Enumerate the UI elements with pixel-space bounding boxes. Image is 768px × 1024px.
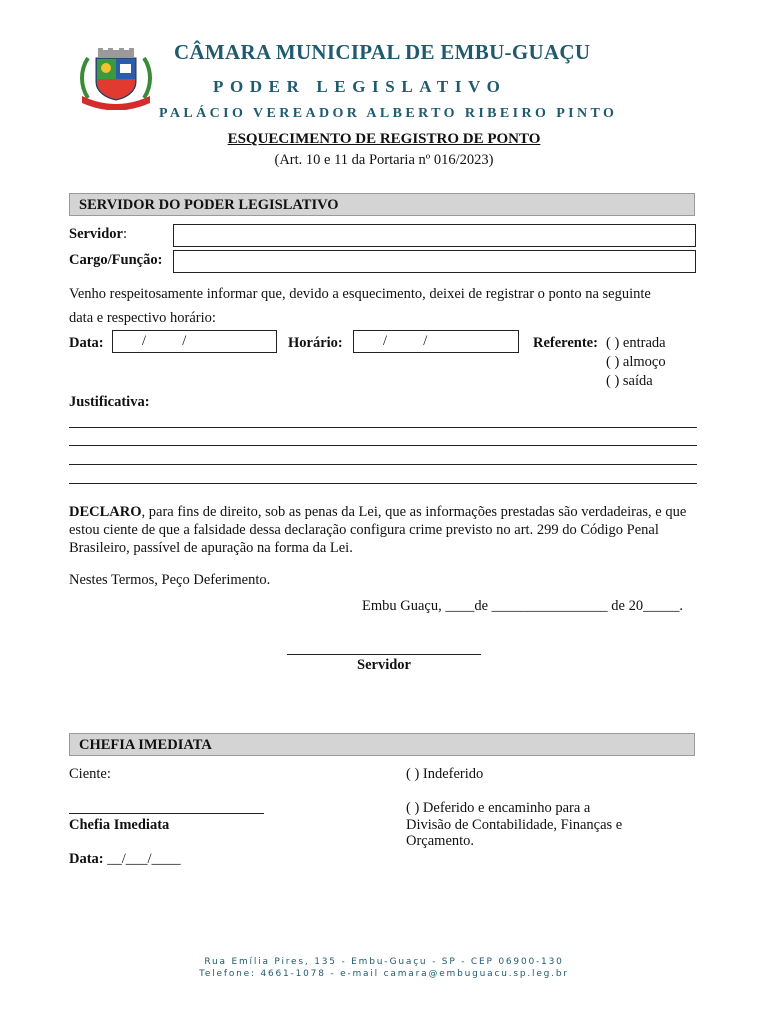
horario-input[interactable]: / / [353,330,519,353]
option-saida[interactable]: ( ) saída [606,373,653,389]
servidor-label: Servidor: [69,226,127,242]
deferido-line-3: Orçamento. [406,833,475,849]
section-servidor-heading: SERVIDOR DO PODER LEGISLATIVO [69,193,695,216]
footer-address: Rua Emília Pires, 135 - Embu-Guaçu - SP - CEP 06900-130 [204,957,564,967]
closing-text: Nestes Termos, Peço Deferimento. [69,572,271,588]
crest-motto [84,56,85,57]
ciente-label: Ciente: [69,766,111,782]
declaration-paragraph: DECLARO, para fins de direito, sob as penas da Lei, que as informações prestadas são verdadeiras, e que estou ciente de que a falsidade dessa declaração configura crime previsto no art. 299 do Código Penal Brasileiro, passível de apuração na forma da Lei. [69,504,687,556]
deferido-line-2: Divisão de Contabilidade, Finanças e [406,817,623,833]
footer-contact: Telefone: 4661-1078 - e-mail camara@embuguacu.sp.leg.br [199,969,569,979]
header-subtitle: PODER LEGISLATIVO [213,77,507,96]
option-entrada[interactable]: ( ) entrada [606,335,666,351]
intro-line-1: Venho respeitosamente informar que, devido a esquecimento, deixei de registrar o ponto na seguinte [69,286,651,302]
section-chefia-heading: CHEFIA IMEDIATA [69,733,695,756]
justificativa-line-3[interactable] [69,464,697,465]
justificativa-label: Justificativa: [69,394,150,410]
data-label: Data: [69,335,104,351]
justificativa-line-2[interactable] [69,445,697,446]
form-title: ESQUECIMENTO DE REGISTRO DE PONTO [227,131,541,147]
servidor-input[interactable] [173,224,696,247]
chefia-data-field[interactable]: Data: __/___/____ [69,851,181,867]
intro-line-2: data e respectivo horário: [69,310,216,326]
horario-label: Horário: [288,335,343,351]
referente-label: Referente: [533,335,598,351]
data-input[interactable]: / / [112,330,277,353]
municipal-crest-logo [78,48,154,110]
justificativa-line-1[interactable] [69,427,697,428]
justificativa-line-4[interactable] [69,483,697,484]
servidor-signature-label: Servidor [357,657,411,673]
servidor-signature-line[interactable] [287,654,481,655]
cargo-label: Cargo/Função: [69,252,163,268]
header-palace: PALÁCIO VEREADOR ALBERTO RIBEIRO PINTO [159,106,618,121]
option-deferido[interactable]: ( ) Deferido e encaminho para a [406,800,591,816]
place-date-line[interactable]: Embu Guaçu, ____de ________________ de 20_____. [362,598,683,614]
cargo-input[interactable] [173,250,696,273]
chefia-signature-label: Chefia Imediata [69,817,170,833]
option-indeferido[interactable]: ( ) Indeferido [406,766,484,782]
form-reference: (Art. 10 e 11 da Portaria nº 016/2023) [274,152,494,168]
header-title: CÂMARA MUNICIPAL DE EMBU-GUAÇU [174,40,591,64]
chefia-signature-line[interactable] [69,813,264,814]
option-almoco[interactable]: ( ) almoço [606,354,666,370]
